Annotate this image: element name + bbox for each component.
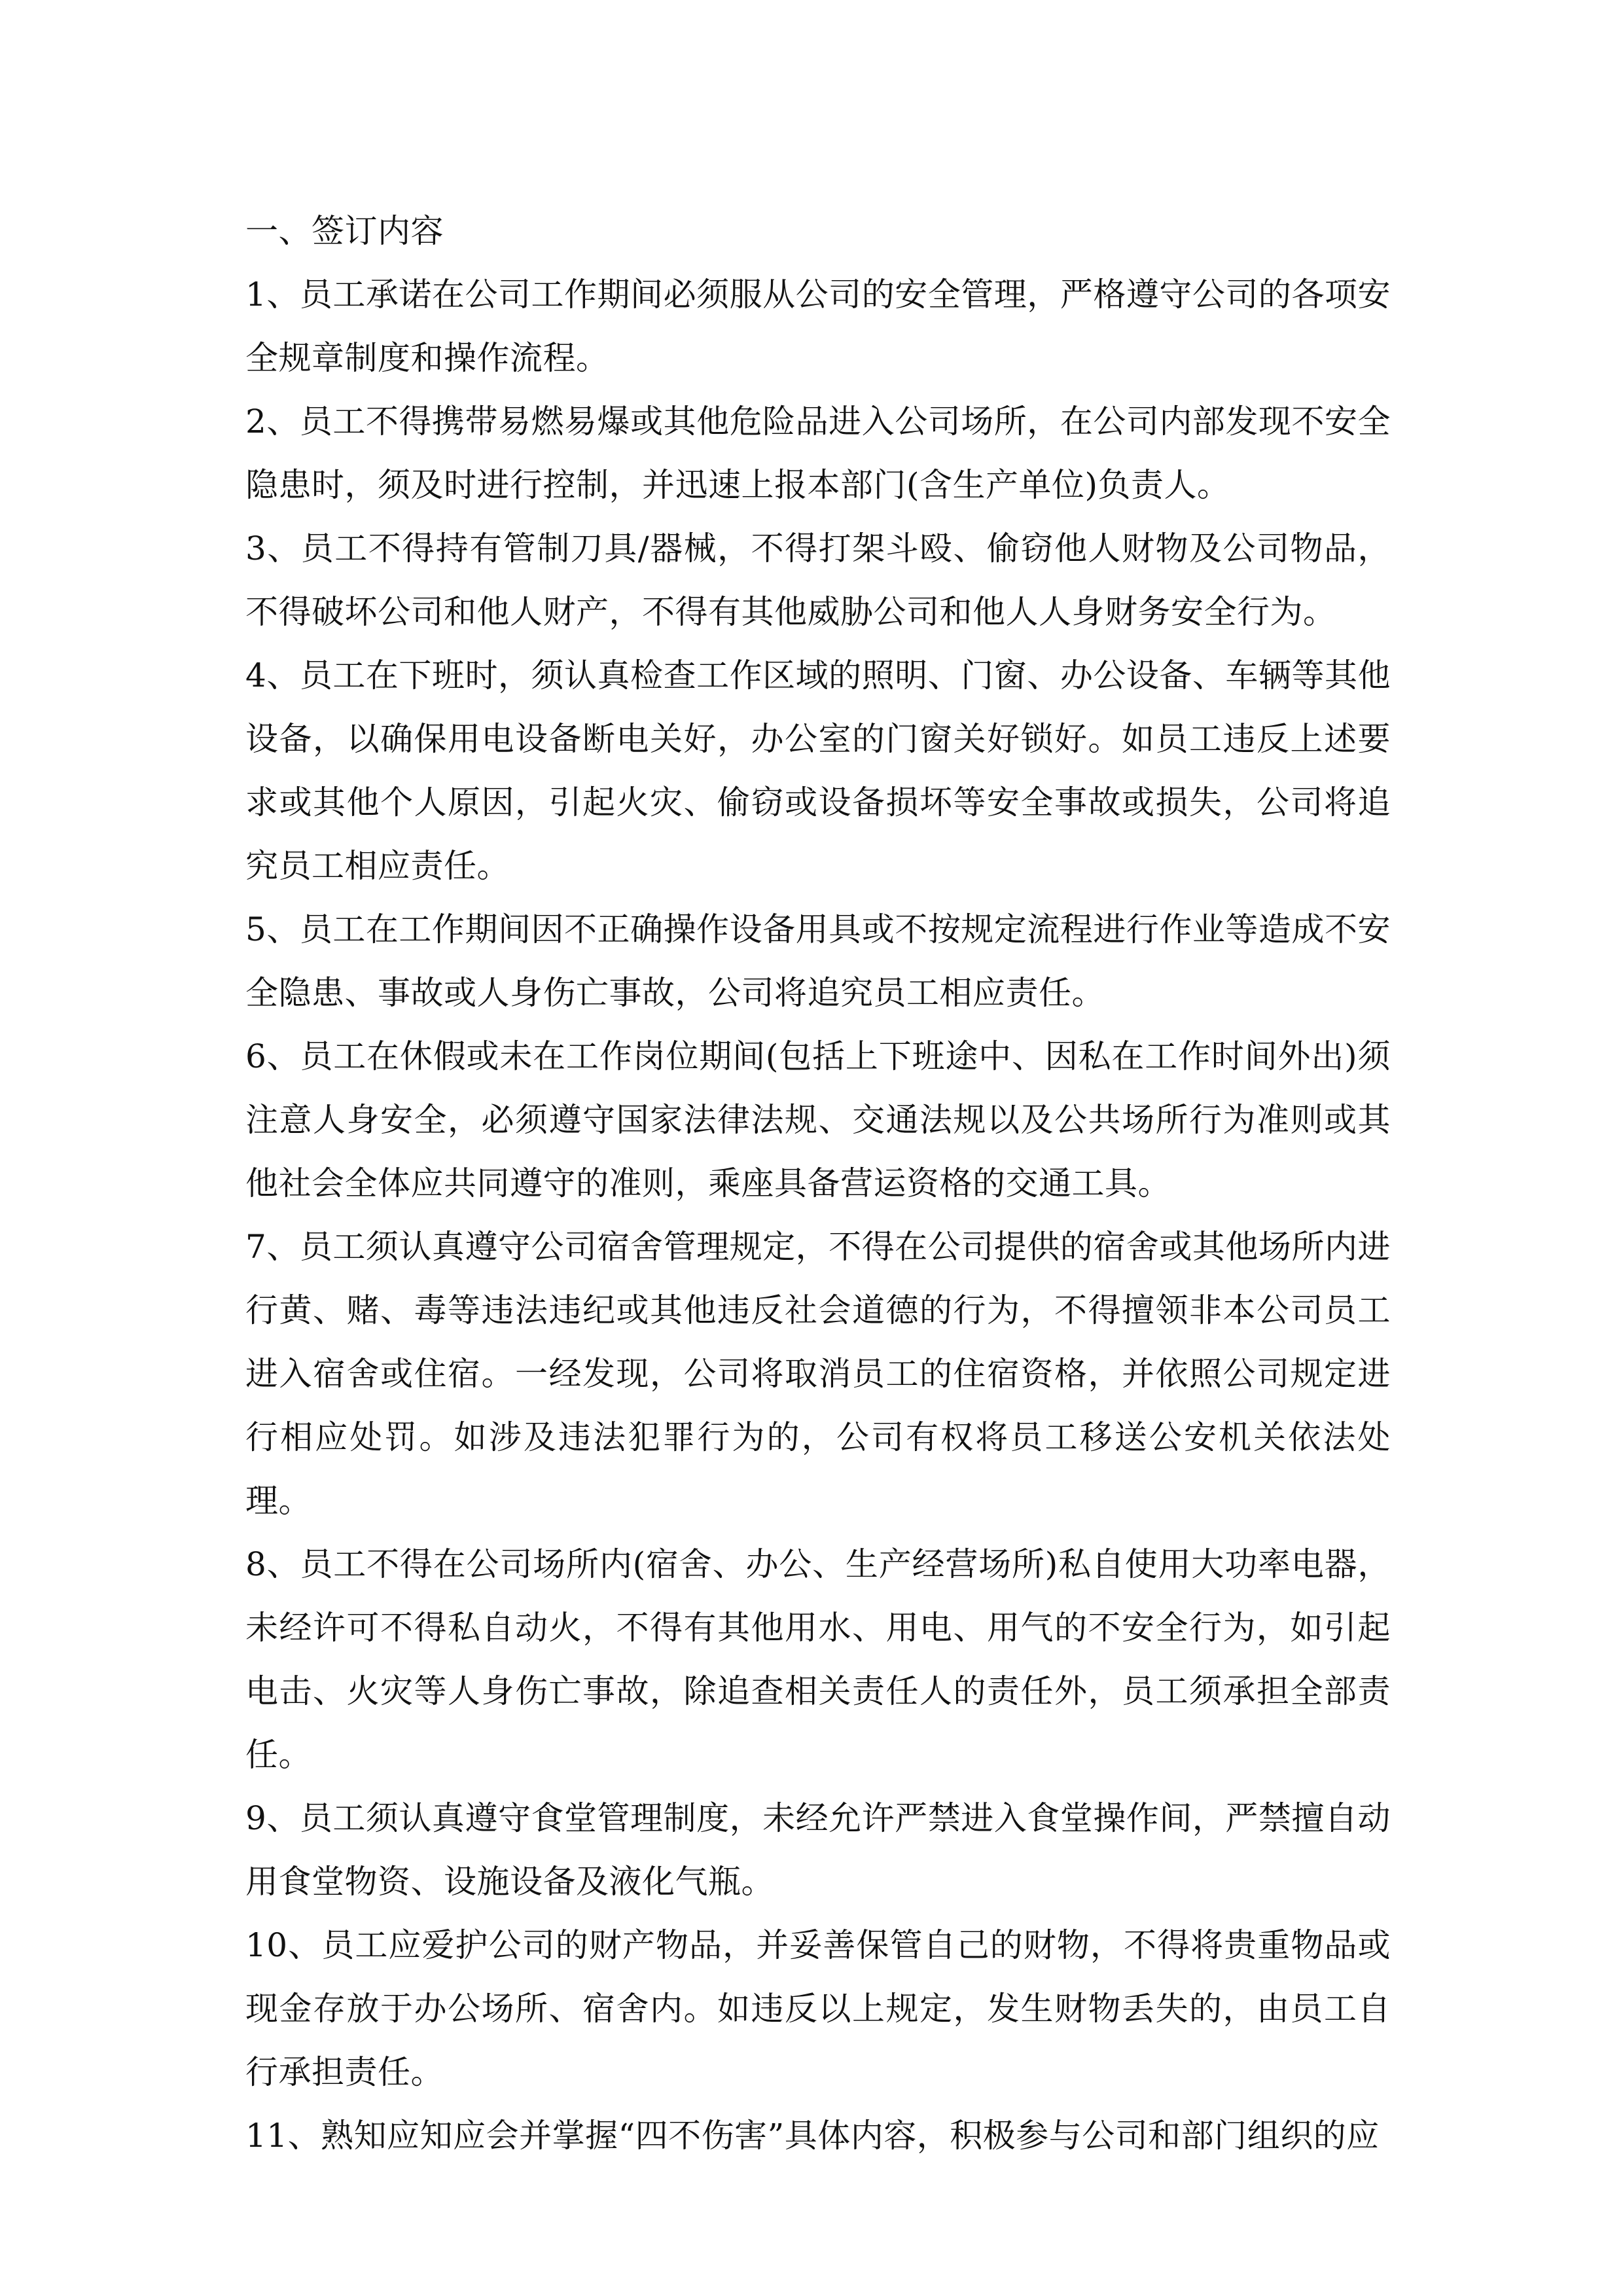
clause-3: 3、员工不得持有管制刀具/器械，不得打架斗殴、偷窃他人财物及公司物品，不得破坏公司和他人财产，不得有其他威胁公司和他人人身财务安全行为。 <box>245 529 1391 631</box>
section-title: 一、签订内容 <box>245 212 444 250</box>
clause-10: 10、员工应爱护公司的财产物品，并妥善保管自己的财物，不得将贵重物品或现金存放于办公场所、宿舍内。如违反以上规定，发生财物丢失的，由员工自行承担责任。 <box>245 1926 1391 2091</box>
clause-9: 9、员工须认真遵守食堂管理制度，未经允许严禁进入食堂操作间，严禁擅自动用食堂物资、设施设备及液化气瓶。 <box>245 1799 1391 1901</box>
clause-4: 4、员工在下班时，须认真检查工作区域的照明、门窗、办公设备、车辆等其他设备，以确保用电设备断电关好，办公室的门窗关好锁好。如员工违反上述要求或其他个人原因，引起火灾、偷窃或设备损坏等安全事故或损失，公司将追究员工相应责任。 <box>245 656 1391 885</box>
clause-6: 6、员工在休假或未在工作岗位期间(包括上下班途中、因私在工作时间外出)须注意人身安全，必须遵守国家法律法规、交通法规以及公共场所行为准则或其他社会全体应共同遵守的准则，乘座具备营运资格的交通工具。 <box>245 1037 1391 1202</box>
document-body <box>245 200 1391 2168</box>
clause-8: 8、员工不得在公司场所内(宿舍、办公、生产经营场所)私自使用大功率电器，未经许可不得私自动火，不得有其他用水、用电、用气的不安全行为，如引起电击、火灾等人身伤亡事故，除追查相关责任人的责任外，员工须承担全部责任。 <box>245 1545 1391 1774</box>
clause-7: 7、员工须认真遵守公司宿舍管理规定，不得在公司提供的宿舍或其他场所内进行黄、赌、毒等违法违纪或其他违反社会道德的行为，不得擅领非本公司员工进入宿舍或住宿。一经发现，公司将取消员工的住宿资格，并依照公司规定进行相应处罚。如涉及违法犯罪行为的，公司有权将员工移送公安机关依法处理。 <box>245 1228 1391 1520</box>
clause-11: 11、熟知应知应会并掌握“四不伤害”具体内容，积极参与公司和部门组织的应 <box>245 2117 1380 2155</box>
clause-5: 5、员工在工作期间因不正确操作设备用具或不按规定流程进行作业等造成不安全隐患、事故或人身伤亡事故，公司将追究员工相应责任。 <box>245 910 1391 1012</box>
clause-1: 1、员工承诺在公司工作期间必须服从公司的安全管理，严格遵守公司的各项安全规章制度和操作流程。 <box>245 276 1391 377</box>
clause-2: 2、员工不得携带易燃易爆或其他危险品进入公司场所，在公司内部发现不安全隐患时，须及时进行控制，并迅速上报本部门(含生产单位)负责人。 <box>245 403 1391 504</box>
